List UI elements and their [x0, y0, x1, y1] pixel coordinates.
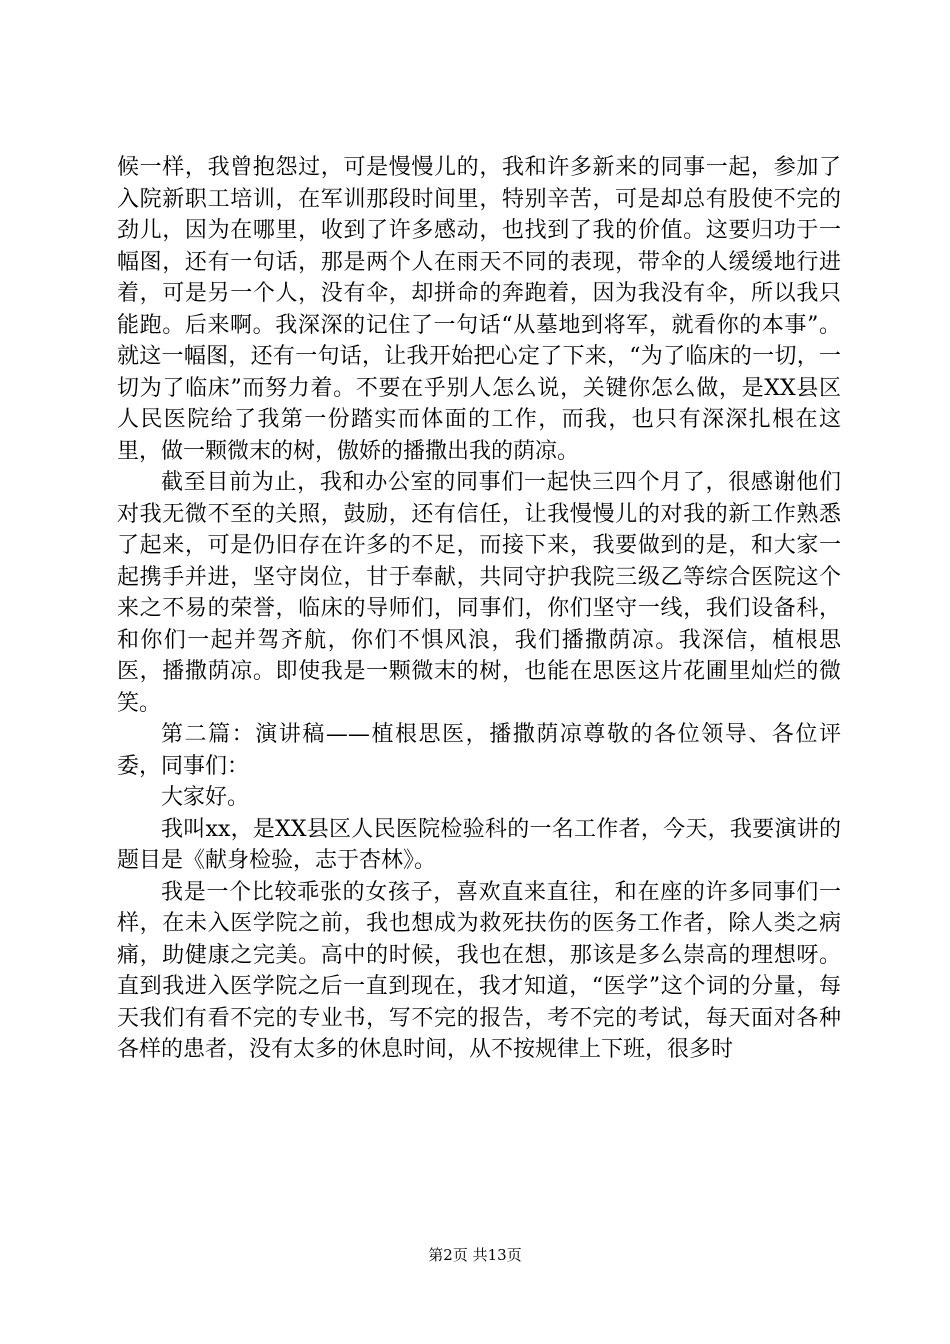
document-body [117, 152, 841, 1066]
paragraph-2: 截至目前为止，我和办公室的同事们一起快三四个月了，很感谢他们对我无微不至的关照，鼓励，还有信任，让我慢慢儿的对我的新工作熟悉了起来，可是仍旧存在许多的不足，而接下来，我要做到的是，和大家一起携手并进，坚守岗位，甘于奉献，共同守护我院三级乙等综合医院这个来之不易的荣誉，临床的导师们，同事们，你们坚守一线，我们设备科，和你们一起并驾齐航，你们不惧风浪，我们播撒荫凉。我深信，植根思医，播撒荫凉。即使我是一颗微末的树，也能在思医这片花圃里灿烂的微笑。 [117, 470, 841, 716]
paragraph-5: 我叫xx，是XX县区人民医院检验科的一名工作者，今天，我要演讲的题目是《献身检验，志于杏林》。 [117, 816, 841, 873]
paragraph-4: 大家好。 [161, 785, 250, 810]
paragraph-6: 我是一个比较乖张的女孩子，喜欢直来直往，和在座的许多同事们一样，在未入医学院之前，我也想成为救死扶伤的医务工作者，除人类之病痛，助健康之完美。高中的时候，我也在想，那该是多么崇高的理想呀。直到我进入医学院之后一直到现在，我才知道，“医学”这个词的分量，每天我们有看不完的专业书，写不完的报告，考不完的考试，每天面对各种各样的患者，没有太多的休息时间，从不按规律上下班，很多时 [117, 879, 841, 1062]
paragraph-1: 候一样，我曾抱怨过，可是慢慢儿的，我和许多新来的同事一起，参加了入院新职工培训，在军训那段时间里，特别辛苦，可是却总有股使不完的劲儿，因为在哪里，收到了许多感动，也找到了我的价值。这要归功于一幅图，还有一句话，那是两个人在雨天不同的表现，带伞的人缓缓地行进着，可是另一个人，没有伞，却拼命的奔跑着，因为我没有伞，所以我只能跑。后来啊。我深深的记住了一句话“从墓地到将军，就看你的本事”。就这一幅图，还有一句话，让我开始把心定了下来，“为了临床的一切，一切为了临床”而努力着。不要在乎别人怎么说，关键你怎么做，是XX县区人民医院给了我第一份踏实而体面的工作，而我，也只有深深扎根在这里，做一颗微末的树，傲娇的播撒出我的荫凉。 [117, 155, 841, 464]
paragraph-3: 第二篇：演讲稿——植根思医，播撒荫凉尊敬的各位领导、各位评委，同事们： [117, 722, 841, 779]
page-footer: 第2页 共13页 [428, 1246, 522, 1264]
